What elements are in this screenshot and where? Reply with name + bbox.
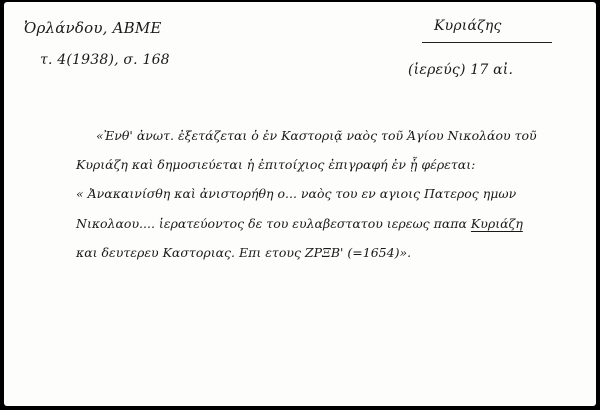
heading-name: Κυριάζης: [434, 18, 502, 34]
body-line-2: Κυριάζη καὶ δημοσιεύεται ἡ ἐπιτοίχιος ἐπιγραφή ἐν ᾗ φέρεται:: [76, 157, 476, 172]
reference-volume-page: τ. 4(1938), σ. 168: [40, 52, 170, 68]
body-line-1: «Ἐνθ' ἀνωτ. ἐξετάζεται ὁ ἐν Καστοριᾷ ναὸς τοῦ Ἁγίου Νικολάου τοῦ: [96, 128, 537, 143]
reference-source: Ὀρλάνδου, ΑΒΜΕ: [24, 19, 162, 37]
body-line-5: και δευτερευ Καστοριας. Επι ετους ΖΡΞΒ' (=1654)».: [76, 245, 412, 260]
heading-title: (ἱερεύς) 17 αἰ.: [408, 62, 514, 78]
body-line-4-underlined-name: Κυριάζη: [470, 216, 523, 231]
body-line-4: [76, 216, 523, 231]
body-line-4-text: Νικολαου.... ἱερατεύοντος δε του ευλαβεστατου ιερεως παπα: [76, 216, 471, 231]
index-card: [4, 2, 596, 406]
body-line-3: « Ἀνακαινίσθη καὶ ἀνιστορήθη ο... ναὸς του εν αγιοις Πατερος ημων: [76, 186, 517, 201]
